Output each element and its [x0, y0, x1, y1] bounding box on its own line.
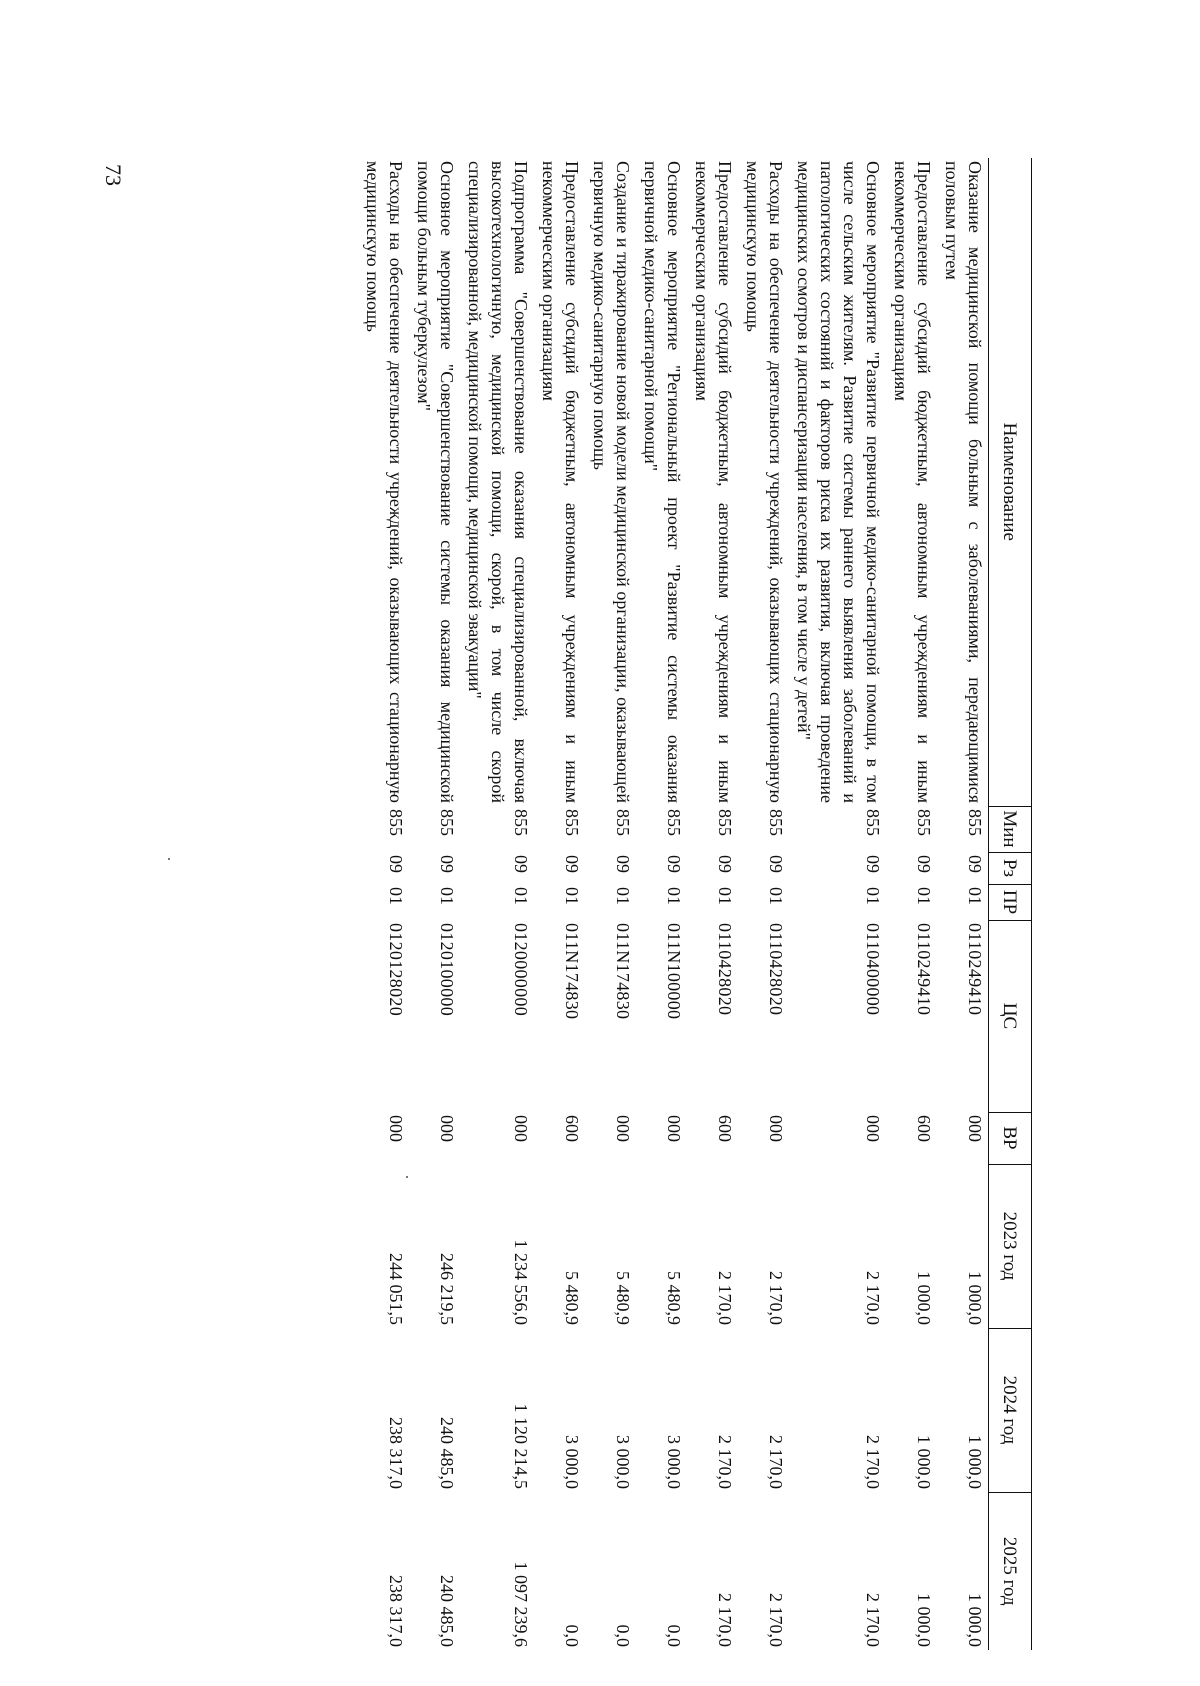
row-pr: 01 — [562, 887, 582, 905]
row-cs: 011N174830 — [562, 923, 582, 1020]
row-amount-2024: 240 485,0 — [437, 1417, 457, 1489]
header-pr: ПР — [989, 884, 1032, 920]
row-name: Создание и тиражирование новой модели медицинской организации, оказывающей первичную медико-санитарную помощь — [590, 161, 633, 803]
row-pr: 01 — [386, 887, 406, 905]
table-row — [738, 158, 789, 1650]
row-amount-2024: 1 000,0 — [914, 1435, 934, 1489]
row-rz: 09 — [715, 855, 735, 873]
table-header-row — [989, 158, 1032, 1650]
rotated-page-content — [192, 158, 1032, 1650]
table-row — [636, 158, 687, 1650]
row-amount-2023: 1 234 556,0 — [511, 1239, 531, 1325]
table-row — [585, 158, 636, 1650]
row-cs: 0110428020 — [766, 923, 786, 1016]
row-name: Подпрограмма "Совершенствование оказания специализированной, включая высокотехнологичную, медицинской помощи, скорой, в том числе скорой специализированной, медицинской помощи, медицинской эвакуации" — [465, 161, 531, 803]
row-rz: 09 — [511, 855, 531, 873]
row-min: 855 — [562, 809, 582, 836]
table-row — [460, 158, 534, 1650]
row-amount-2024: 2 170,0 — [715, 1435, 735, 1489]
table-row — [358, 158, 409, 1650]
header-vr: ВР — [989, 1112, 1032, 1164]
row-vr: 600 — [715, 1115, 735, 1142]
table-row — [409, 158, 460, 1650]
header-2023: 2023 год — [989, 1164, 1032, 1328]
page-number: 73 — [101, 164, 126, 186]
row-min: 855 — [965, 809, 985, 836]
row-amount-2025: 1 000,0 — [914, 1593, 934, 1647]
row-min: 855 — [511, 809, 531, 836]
row-amount-2025: 0,0 — [562, 1624, 582, 1647]
row-vr: 000 — [766, 1115, 786, 1142]
row-amount-2023: 5 480,9 — [562, 1271, 582, 1325]
row-amount-2024: 2 170,0 — [766, 1435, 786, 1489]
row-rz: 09 — [437, 855, 457, 873]
row-amount-2024: 1 120 214,5 — [511, 1403, 531, 1489]
row-vr: 000 — [437, 1115, 457, 1142]
row-amount-2023: 2 170,0 — [766, 1271, 786, 1325]
row-rz: 09 — [562, 855, 582, 873]
row-amount-2025: 2 170,0 — [715, 1593, 735, 1647]
row-amount-2023: 2 170,0 — [715, 1271, 735, 1325]
header-cs: ЦС — [989, 920, 1032, 1112]
row-amount-2025: 240 485,0 — [437, 1575, 457, 1647]
row-pr: 01 — [965, 887, 985, 905]
row-min: 855 — [715, 809, 735, 836]
row-cs: 0110249410 — [914, 923, 934, 1016]
row-rz: 09 — [664, 855, 684, 873]
row-vr: 000 — [863, 1115, 883, 1142]
row-rz: 09 — [914, 855, 934, 873]
budget-table — [358, 158, 1032, 1650]
row-name: Предоставление субсидий бюджетным, автономным учреждениям и иным некоммерческим организациям — [891, 161, 934, 803]
row-amount-2024: 2 170,0 — [863, 1435, 883, 1489]
table-row — [789, 158, 886, 1650]
row-min: 855 — [863, 809, 883, 836]
header-rz: Рз — [989, 852, 1032, 884]
row-name: Основное мероприятие "Совершенствование системы оказания медицинской помощи больным туберкулезом" — [414, 161, 457, 803]
row-min: 855 — [914, 809, 934, 836]
row-cs: 0120100000 — [437, 923, 457, 1016]
row-pr: 01 — [437, 887, 457, 905]
table-row — [937, 158, 989, 1650]
row-name: Основное мероприятие "Региональный проект "Развитие системы оказания первичной медико-санитарной помощи" — [641, 161, 684, 803]
header-2025: 2025 год — [989, 1492, 1032, 1650]
table-row — [534, 158, 585, 1650]
row-cs: 0110428020 — [715, 923, 735, 1016]
row-vr: 600 — [562, 1115, 582, 1142]
row-amount-2023: 5 480,9 — [613, 1271, 633, 1325]
row-amount-2024: 238 317,0 — [386, 1417, 406, 1489]
row-amount-2025: 238 317,0 — [386, 1575, 406, 1647]
row-pr: 01 — [664, 887, 684, 905]
table-row — [687, 158, 738, 1650]
row-rz: 09 — [766, 855, 786, 873]
row-name: Основное мероприятие "Развитие первичной медико-санитарной помощи, в том числе сельским жителям. Развитие системы раннего выявления заболеваний и патологических состояний и факторов риска их развития, включая проведение медицинских осмотров и диспансеризации населения, в том числе у детей" — [794, 161, 883, 803]
row-pr: 01 — [511, 887, 531, 905]
row-pr: 01 — [715, 887, 735, 905]
row-amount-2024: 1 000,0 — [965, 1435, 985, 1489]
row-amount-2023: 2 170,0 — [863, 1271, 883, 1325]
row-rz: 09 — [863, 855, 883, 873]
row-cs: 011N174830 — [613, 923, 633, 1020]
row-vr: 000 — [965, 1115, 985, 1142]
table-row — [886, 158, 937, 1650]
row-pr: 01 — [863, 887, 883, 905]
row-amount-2025: 2 170,0 — [863, 1593, 883, 1647]
row-amount-2023: 5 480,9 — [664, 1271, 684, 1325]
row-amount-2025: 2 170,0 — [766, 1593, 786, 1647]
row-cs: 0120128020 — [386, 923, 406, 1016]
row-name: Предоставление субсидий бюджетным, автономным учреждениям и иным некоммерческим организациям — [692, 161, 735, 803]
row-amount-2024: 3 000,0 — [664, 1435, 684, 1489]
row-rz: 09 — [965, 855, 985, 873]
row-name: Оказание медицинской помощи больным с заболеваниями, передающимися половым путем — [942, 161, 985, 803]
row-cs: 011N100000 — [664, 923, 684, 1020]
scan-speck — [168, 858, 170, 860]
row-amount-2024: 3 000,0 — [613, 1435, 633, 1489]
row-rz: 09 — [386, 855, 406, 873]
row-amount-2024: 3 000,0 — [562, 1435, 582, 1489]
row-min: 855 — [664, 809, 684, 836]
row-vr: 000 — [613, 1115, 633, 1142]
row-cs: 0110400000 — [863, 923, 883, 1016]
row-min: 855 — [386, 809, 406, 836]
row-min: 855 — [613, 809, 633, 836]
header-min: Мин — [989, 806, 1032, 852]
row-amount-2025: 0,0 — [613, 1624, 633, 1647]
row-amount-2025: 0,0 — [664, 1624, 684, 1647]
row-amount-2023: 244 051,5 — [386, 1253, 406, 1325]
row-rz: 09 — [613, 855, 633, 873]
row-min: 855 — [437, 809, 457, 836]
row-min: 855 — [766, 809, 786, 836]
row-pr: 01 — [766, 887, 786, 905]
row-vr: 000 — [664, 1115, 684, 1142]
row-amount-2023: 246 219,5 — [437, 1253, 457, 1325]
row-amount-2025: 1 097 239,6 — [511, 1561, 531, 1647]
row-cs: 0110249410 — [965, 923, 985, 1016]
row-name: Расходы на обеспечение деятельности учреждений, оказывающих стационарную медицинскую помощь — [743, 161, 786, 803]
row-pr: 01 — [613, 887, 633, 905]
row-amount-2023: 1 000,0 — [965, 1271, 985, 1325]
row-vr: 000 — [511, 1115, 531, 1142]
row-cs: 0120000000 — [511, 923, 531, 1016]
row-amount-2023: 1 000,0 — [914, 1271, 934, 1325]
row-amount-2025: 1 000,0 — [965, 1593, 985, 1647]
row-pr: 01 — [914, 887, 934, 905]
header-name: Наименование — [989, 158, 1032, 806]
row-name: Расходы на обеспечение деятельности учреждений, оказывающих стационарную медицинскую помощь — [363, 161, 406, 803]
row-name: Предоставление субсидий бюджетным, автономным учреждениям и иным некоммерческим организациям — [539, 161, 582, 803]
header-2024: 2024 год — [989, 1328, 1032, 1492]
row-vr: 600 — [914, 1115, 934, 1142]
row-vr: 000 — [386, 1115, 406, 1142]
